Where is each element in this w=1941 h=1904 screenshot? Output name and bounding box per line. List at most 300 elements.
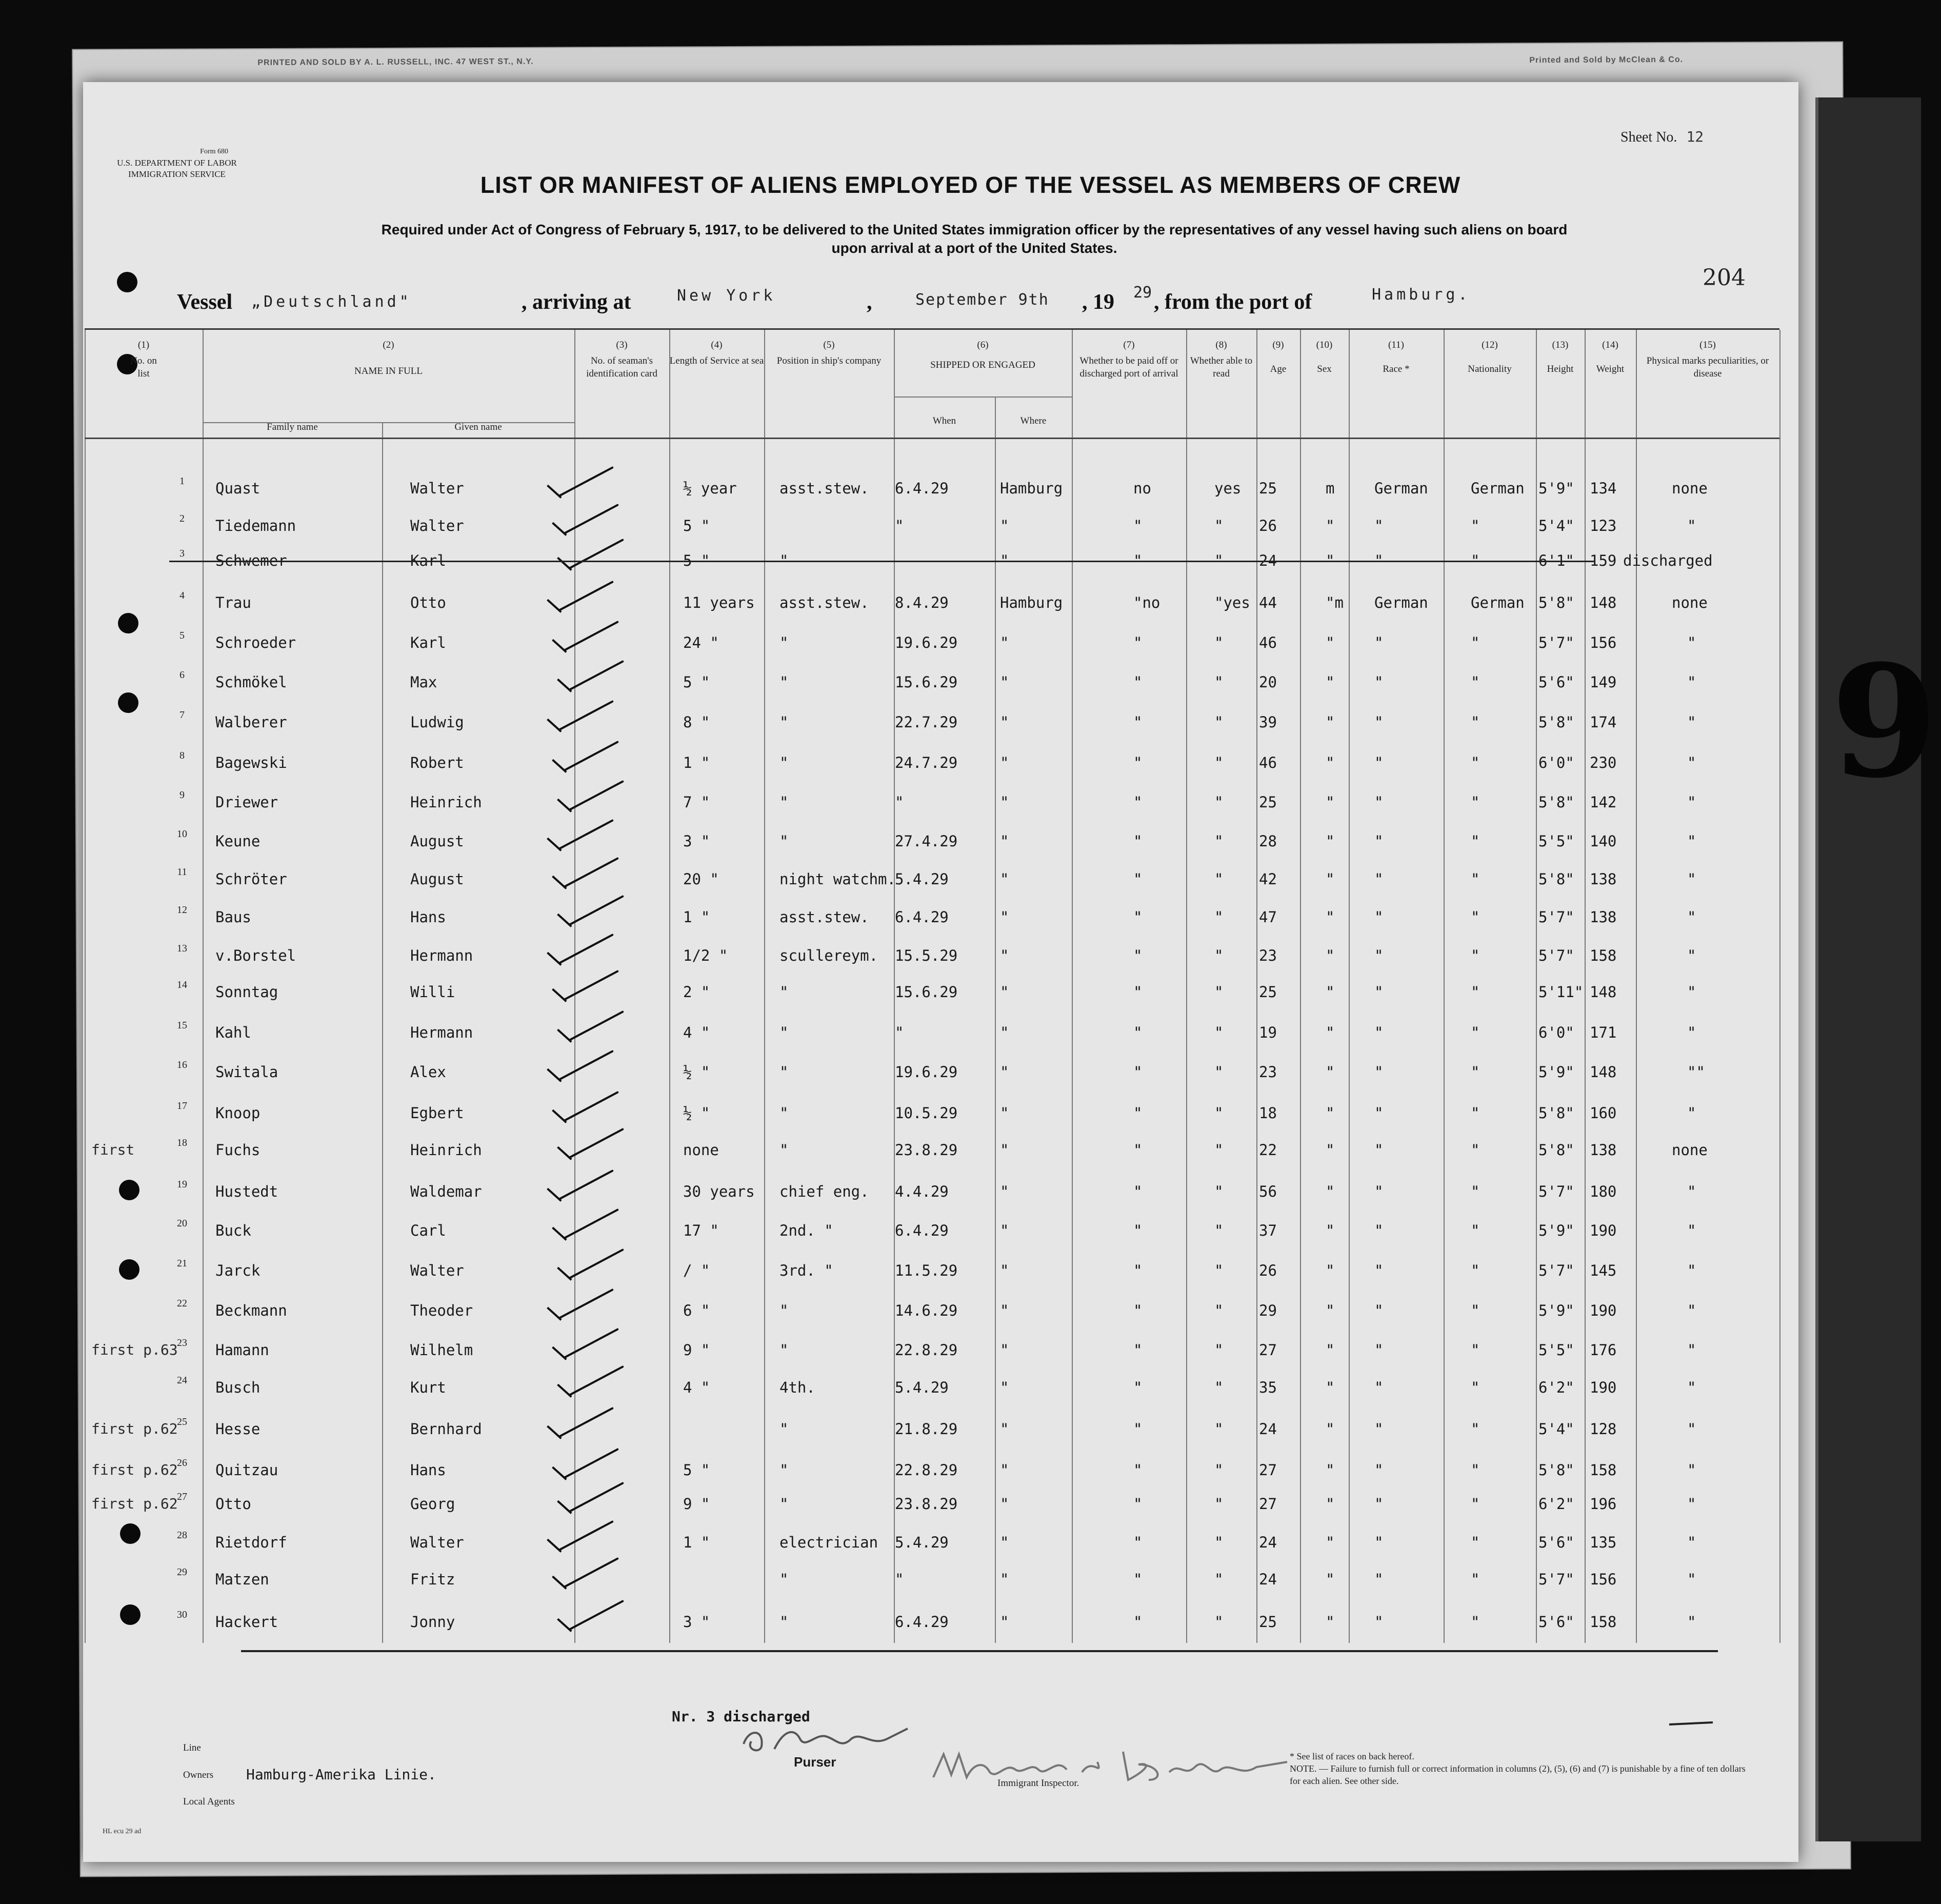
cell-family: Keune	[215, 832, 261, 850]
cell-family: Otto	[215, 1495, 251, 1513]
cell-given: Wilhelm	[410, 1341, 473, 1359]
cell-position: "	[779, 1104, 789, 1122]
cell-weight: 190	[1590, 1379, 1617, 1396]
cell-read: "	[1214, 870, 1224, 888]
cell-service: none	[683, 1141, 719, 1159]
cell-read: "	[1214, 1461, 1224, 1479]
cell-height: 5'6"	[1538, 1534, 1574, 1551]
margin-note: first p.62	[91, 1461, 178, 1478]
cell-sex: "	[1326, 1141, 1335, 1159]
cell-where: "	[1000, 1420, 1009, 1438]
cell-where: Hamburg	[1000, 594, 1063, 611]
cell-marks: ""	[1687, 1063, 1705, 1081]
cell-service: 5 "	[683, 673, 710, 691]
cell-service: 5 "	[683, 517, 710, 534]
cell-read: "	[1214, 1379, 1224, 1396]
cell-nationality: "	[1471, 1379, 1480, 1396]
cell-read: "	[1214, 832, 1224, 850]
cell-race: "	[1374, 1104, 1384, 1122]
cell-nationality: "	[1471, 754, 1480, 771]
cell-nationality: "	[1471, 552, 1480, 569]
cell-paid: "	[1133, 1571, 1143, 1588]
cell-where: "	[1000, 794, 1009, 811]
cell-where: "	[1000, 908, 1009, 926]
cell-position: "	[779, 1461, 789, 1479]
column-label: SHIPPED OR ENGAGED	[930, 360, 1035, 370]
cell-family: Hackert	[215, 1613, 278, 1631]
cell-race: "	[1374, 517, 1384, 534]
cell-position: "	[779, 1341, 789, 1359]
cell-nationality: "	[1471, 1495, 1480, 1513]
cell-read: "	[1214, 1183, 1224, 1200]
cell-position: "	[779, 1302, 789, 1319]
cell-service: 1/2 "	[683, 947, 728, 964]
cell-read: "	[1214, 947, 1224, 964]
cell-weight: 160	[1590, 1104, 1617, 1122]
cell-position: 2nd. "	[779, 1222, 833, 1239]
cell-when: 21.8.29	[895, 1420, 958, 1438]
cell-marks: "	[1687, 1222, 1696, 1239]
cell-paid: no	[1133, 480, 1151, 497]
cell-service: / "	[683, 1262, 710, 1279]
cell-when: 14.6.29	[895, 1302, 958, 1319]
cell-marks: discharged	[1623, 552, 1713, 569]
cell-race: "	[1374, 552, 1384, 569]
cell-weight: 138	[1590, 908, 1617, 926]
cell-when: 8.4.29	[895, 594, 949, 611]
cell-race: "	[1374, 1024, 1384, 1041]
cell-read: "	[1214, 1571, 1224, 1588]
cell-where: "	[1000, 1024, 1009, 1041]
cell-position: 3rd. "	[779, 1262, 833, 1279]
cell-weight: 196	[1590, 1495, 1617, 1513]
cell-sex: "	[1326, 1420, 1335, 1438]
cell-family: Baus	[215, 908, 251, 926]
cell-given: Alex	[410, 1063, 446, 1081]
cell-race: "	[1374, 1302, 1384, 1319]
cell-given: Karl	[410, 552, 446, 569]
column-header-11	[1349, 339, 1444, 375]
cell-read: "	[1214, 754, 1224, 771]
cell-paid: "	[1133, 1534, 1143, 1551]
cell-service: ½ "	[683, 1063, 710, 1081]
column-number: (8)	[1215, 340, 1227, 350]
cell-age: 46	[1259, 754, 1277, 771]
cell-when: "	[895, 1571, 904, 1588]
cell-given: Robert	[410, 754, 464, 771]
cell-read: "	[1214, 1534, 1224, 1551]
cell-service: 6 "	[683, 1302, 710, 1319]
cell-when: 6.4.29	[895, 1222, 949, 1239]
cell-marks: "	[1687, 1420, 1696, 1438]
cell-height: 5'8"	[1538, 713, 1574, 731]
cell-when: "	[895, 1024, 904, 1041]
cell-where: "	[1000, 1613, 1009, 1631]
row-number: 15	[177, 1020, 187, 1031]
cell-sex: "	[1326, 870, 1335, 888]
cell-age: 24	[1259, 552, 1277, 569]
cell-where: "	[1000, 1104, 1009, 1122]
cell-service: 3 "	[683, 832, 710, 850]
year-prefix: , 19	[1082, 290, 1114, 314]
races-note: * See list of races on back hereof.	[1290, 1751, 1414, 1761]
cell-marks: "	[1687, 1613, 1696, 1631]
cell-age: 26	[1259, 517, 1277, 534]
cell-weight: 158	[1590, 1461, 1617, 1479]
cell-where: "	[1000, 1183, 1009, 1200]
cell-weight: 148	[1590, 1063, 1617, 1081]
cell-age: 24	[1259, 1571, 1277, 1588]
cell-height: 5'8"	[1538, 594, 1574, 611]
cell-service: 11 years	[683, 594, 755, 611]
cell-when: 4.4.29	[895, 1183, 949, 1200]
cell-paid: "	[1133, 517, 1143, 534]
vessel-label: Vessel	[177, 290, 233, 314]
cell-paid: "	[1133, 983, 1143, 1001]
cell-read: "	[1214, 794, 1224, 811]
cell-sex: "	[1326, 1024, 1335, 1041]
cell-race: "	[1374, 983, 1384, 1001]
cell-nationality: "	[1471, 1024, 1480, 1041]
cell-height: 5'5"	[1538, 832, 1574, 850]
cell-paid: "	[1133, 1063, 1143, 1081]
cell-service: 4 "	[683, 1379, 710, 1396]
cell-height: 6'1"	[1538, 552, 1574, 569]
cell-height: 5'8"	[1538, 1461, 1574, 1479]
cell-where: "	[1000, 1534, 1009, 1551]
cell-position: "	[779, 754, 789, 771]
cell-age: 56	[1259, 1183, 1277, 1200]
cell-service: 1 "	[683, 908, 710, 926]
cell-height: 6'0"	[1538, 754, 1574, 771]
column-header-7	[1072, 339, 1186, 380]
footer-notes	[1290, 1750, 1751, 1787]
cell-marks: "	[1687, 517, 1696, 534]
cell-position: "	[779, 1613, 789, 1631]
cell-sex: "	[1326, 1495, 1335, 1513]
cell-given: Waldemar	[410, 1183, 482, 1200]
cell-race: "	[1374, 1141, 1384, 1159]
cell-family: v.Borstel	[215, 947, 296, 964]
cell-given: Walter	[410, 480, 464, 497]
cell-nationality: "	[1471, 794, 1480, 811]
cell-marks: "	[1687, 1571, 1696, 1588]
cell-where: "	[1000, 1461, 1009, 1479]
margin-note: first p.62	[91, 1420, 178, 1437]
cell-family: Schwemer	[215, 552, 287, 569]
cell-where: "	[1000, 1063, 1009, 1081]
cell-position: asst.stew.	[779, 594, 869, 611]
cell-given: Walter	[410, 1262, 464, 1279]
arriving-port: New York	[677, 287, 776, 305]
row-number: 16	[177, 1059, 187, 1070]
row-number: 1	[179, 475, 185, 487]
cell-where: "	[1000, 832, 1009, 850]
column-subheader: Given name	[454, 422, 502, 432]
cell-when: 19.6.29	[895, 1063, 958, 1081]
cell-where: "	[1000, 634, 1009, 651]
cell-paid: "	[1133, 713, 1143, 731]
cell-paid: "	[1133, 1495, 1143, 1513]
cell-weight: 190	[1590, 1222, 1617, 1239]
cell-read: "	[1214, 983, 1224, 1001]
cell-family: Busch	[215, 1379, 261, 1396]
cell-height: 5'9"	[1538, 1063, 1574, 1081]
cell-paid: "	[1133, 1141, 1143, 1159]
cell-weight: 158	[1590, 947, 1617, 964]
cell-weight: 148	[1590, 594, 1617, 611]
cell-given: Jonny	[410, 1613, 455, 1631]
cell-height: 6'0"	[1538, 1024, 1574, 1041]
year-suffix: 29	[1133, 284, 1152, 302]
cell-given: Hans	[410, 908, 446, 926]
cell-weight: 128	[1590, 1420, 1617, 1438]
cell-nationality: "	[1471, 908, 1480, 926]
cell-age: 23	[1259, 1063, 1277, 1081]
cell-where: "	[1000, 1141, 1009, 1159]
cell-weight: 148	[1590, 983, 1617, 1001]
cell-nationality: "	[1471, 1534, 1480, 1551]
cell-paid: "	[1133, 908, 1143, 926]
cell-race: "	[1374, 754, 1384, 771]
cell-age: 42	[1259, 870, 1277, 888]
cell-read: "	[1214, 1495, 1224, 1513]
sheet-number	[1620, 128, 1704, 146]
cell-race: "	[1374, 1571, 1384, 1588]
column-header-1	[85, 339, 203, 380]
cell-height: 5'9"	[1538, 480, 1574, 497]
cell-nationality: "	[1471, 1104, 1480, 1122]
cell-service: 20 "	[683, 870, 719, 888]
cell-position: night watchm.	[779, 870, 896, 888]
cell-height: 5'6"	[1538, 673, 1574, 691]
cell-service: 24 "	[683, 634, 719, 651]
cell-when: "	[895, 517, 904, 534]
cell-read: "	[1214, 673, 1224, 691]
cell-service: 5 "	[683, 1461, 710, 1479]
cell-where: "	[1000, 1302, 1009, 1319]
cell-weight: 140	[1590, 832, 1617, 850]
cell-given: Theoder	[410, 1302, 473, 1319]
cell-age: 27	[1259, 1461, 1277, 1479]
cell-service: 30 years	[683, 1183, 755, 1200]
column-number: (3)	[616, 340, 628, 350]
cell-given: Otto	[410, 594, 446, 611]
row-number: 27	[177, 1491, 187, 1502]
cell-read: "	[1214, 634, 1224, 651]
cell-height: 6'2"	[1538, 1495, 1574, 1513]
cell-weight: 159	[1590, 552, 1617, 569]
cell-weight: 190	[1590, 1302, 1617, 1319]
cell-paid: "	[1133, 947, 1143, 964]
cell-height: 5'7"	[1538, 947, 1574, 964]
cell-race: "	[1374, 713, 1384, 731]
cell-where: "	[1000, 870, 1009, 888]
row-number: 6	[179, 669, 185, 681]
cell-weight: 138	[1590, 870, 1617, 888]
cell-when: 15.6.29	[895, 983, 958, 1001]
cell-sex: "	[1326, 1063, 1335, 1081]
cell-weight: 145	[1590, 1262, 1617, 1279]
cell-nationality: "	[1471, 947, 1480, 964]
from-label: , from the port of	[1154, 290, 1312, 314]
cell-height: 5'7"	[1538, 634, 1574, 651]
local-agents-label: Local Agents	[183, 1796, 235, 1807]
cell-family: Walberer	[215, 713, 287, 731]
cell-paid: "no	[1133, 594, 1160, 611]
subtitle-line-1: Required under Act of Congress of February 5, 1917, to be delivered to the United States immigration officer by the representatives of any vessel having such aliens on board	[381, 222, 1568, 237]
cell-sex: "	[1326, 1104, 1335, 1122]
cell-weight: 135	[1590, 1534, 1617, 1551]
cell-nationality: "	[1471, 713, 1480, 731]
cell-age: 24	[1259, 1420, 1277, 1438]
cell-position: 4th.	[779, 1379, 815, 1396]
page-subtitle	[169, 221, 1779, 257]
cell-age: 47	[1259, 908, 1277, 926]
arrival-date: September 9th	[915, 291, 1049, 309]
column-number: (7)	[1123, 340, 1135, 350]
cell-age: 20	[1259, 673, 1277, 691]
cell-position: chief eng.	[779, 1183, 869, 1200]
cell-where: "	[1000, 754, 1009, 771]
cell-race: "	[1374, 1534, 1384, 1551]
cell-height: 5'7"	[1538, 908, 1574, 926]
cell-read: yes	[1214, 480, 1242, 497]
department: U.S. DEPARTMENT OF LABOR	[117, 158, 237, 168]
cell-given: Willi	[410, 983, 455, 1001]
row-number: 12	[177, 904, 187, 916]
cell-read: "	[1214, 1141, 1224, 1159]
cell-where: "	[1000, 1341, 1009, 1359]
column-number: (9)	[1272, 340, 1284, 350]
cell-sex: "	[1326, 754, 1335, 771]
cell-paid: "	[1133, 1420, 1143, 1438]
cell-age: 25	[1259, 480, 1277, 497]
column-header-2	[203, 339, 574, 378]
discharged-note: Nr. 3 discharged	[672, 1708, 810, 1725]
cell-sex: "	[1326, 517, 1335, 534]
cell-nationality: "	[1471, 1262, 1480, 1279]
cell-race: "	[1374, 794, 1384, 811]
cell-height: 5'7"	[1538, 1183, 1574, 1200]
column-header-10	[1300, 339, 1349, 375]
cell-marks: "	[1687, 634, 1696, 651]
cell-paid: "	[1133, 1613, 1143, 1631]
cell-race: German	[1374, 480, 1428, 497]
cell-race: "	[1374, 1379, 1384, 1396]
adjacent-page-edge	[1815, 97, 1921, 1841]
cell-family: Kahl	[215, 1024, 251, 1041]
cell-family: Quitzau	[215, 1461, 278, 1479]
column-label: NAME IN FULL	[354, 366, 423, 376]
cell-read: "	[1214, 1302, 1224, 1319]
cell-where: "	[1000, 1571, 1009, 1588]
cell-given: Carl	[410, 1222, 446, 1239]
cell-age: 22	[1259, 1141, 1277, 1159]
cell-height: 5'8"	[1538, 794, 1574, 811]
cell-nationality: "	[1471, 1461, 1480, 1479]
stamped-page-number: 204	[1703, 265, 1746, 291]
row-number: 24	[177, 1375, 187, 1386]
cell-when: 22.7.29	[895, 713, 958, 731]
cell-when: 5.4.29	[895, 870, 949, 888]
cell-family: Hustedt	[215, 1183, 278, 1200]
cell-given: Fritz	[410, 1571, 455, 1588]
page-title: LIST OR MANIFEST OF ALIENS EMPLOYED OF THE VESSEL AS MEMBERS OF CREW	[480, 172, 1461, 198]
cell-service: ½ "	[683, 1104, 710, 1122]
cell-when: 10.5.29	[895, 1104, 958, 1122]
row-number: 4	[179, 590, 185, 601]
cell-sex: "	[1326, 1613, 1335, 1631]
cell-paid: "	[1133, 1341, 1143, 1359]
cell-family: Switala	[215, 1063, 278, 1081]
row-number: 19	[177, 1179, 187, 1190]
cell-marks: "	[1687, 870, 1696, 888]
cell-marks: "	[1687, 1534, 1696, 1551]
cell-race: "	[1374, 673, 1384, 691]
cell-paid: "	[1133, 754, 1143, 771]
cell-family: Rietdorf	[215, 1534, 287, 1551]
cell-service: 9 "	[683, 1495, 710, 1513]
cell-marks: "	[1687, 1104, 1696, 1122]
column-number: (10)	[1316, 340, 1333, 350]
cell-nationality: "	[1471, 1183, 1480, 1200]
cell-race: German	[1374, 594, 1428, 611]
column-number: (6)	[977, 340, 989, 350]
column-number: (13)	[1552, 340, 1569, 350]
margin-note: first	[91, 1141, 135, 1158]
column-label: Sex	[1317, 364, 1332, 374]
cell-height: 6'2"	[1538, 1379, 1574, 1396]
cell-where: "	[1000, 983, 1009, 1001]
cell-given: Hermann	[410, 947, 473, 964]
cell-sex: "	[1326, 1183, 1335, 1200]
cell-family: Hesse	[215, 1420, 261, 1438]
cell-sex: "	[1326, 1534, 1335, 1551]
cell-height: 5'7"	[1538, 1571, 1574, 1588]
penalty-note: NOTE. — Failure to furnish full or correct information in columns (2), (5), (6) and (7) is punishable by a fine of ten dollars for each alien. See other side.	[1290, 1763, 1746, 1786]
cell-service: 17 "	[683, 1222, 719, 1239]
cell-nationality: "	[1471, 1302, 1480, 1319]
row-number: 9	[179, 789, 185, 801]
cell-where: "	[1000, 1262, 1009, 1279]
cell-weight: 156	[1590, 1571, 1617, 1588]
cell-sex: "	[1326, 634, 1335, 651]
cell-when: 27.4.29	[895, 832, 958, 850]
cell-service: 4 "	[683, 1024, 710, 1041]
cell-family: Jarck	[215, 1262, 261, 1279]
margin-note: first p.63	[91, 1341, 178, 1358]
cell-weight: 142	[1590, 794, 1617, 811]
cell-age: 25	[1259, 794, 1277, 811]
cell-family: Schröter	[215, 870, 287, 888]
inspector-label: Immigrant Inspector.	[997, 1778, 1079, 1789]
column-label: Length of Service at sea	[669, 355, 764, 366]
cell-given: Heinrich	[410, 794, 482, 811]
row-number: 28	[177, 1530, 187, 1541]
cell-nationality: "	[1471, 634, 1480, 651]
cell-marks: "	[1687, 1495, 1696, 1513]
cell-nationality: "	[1471, 1571, 1480, 1588]
cell-position: "	[779, 1141, 789, 1159]
cell-height: 5'11"	[1538, 983, 1584, 1001]
column-header-15	[1636, 339, 1779, 380]
column-header-5	[764, 339, 894, 367]
cell-age: 19	[1259, 1024, 1277, 1041]
cell-sex: "	[1326, 947, 1335, 964]
purser-label: Purser	[794, 1754, 836, 1770]
cell-marks: "	[1687, 983, 1696, 1001]
